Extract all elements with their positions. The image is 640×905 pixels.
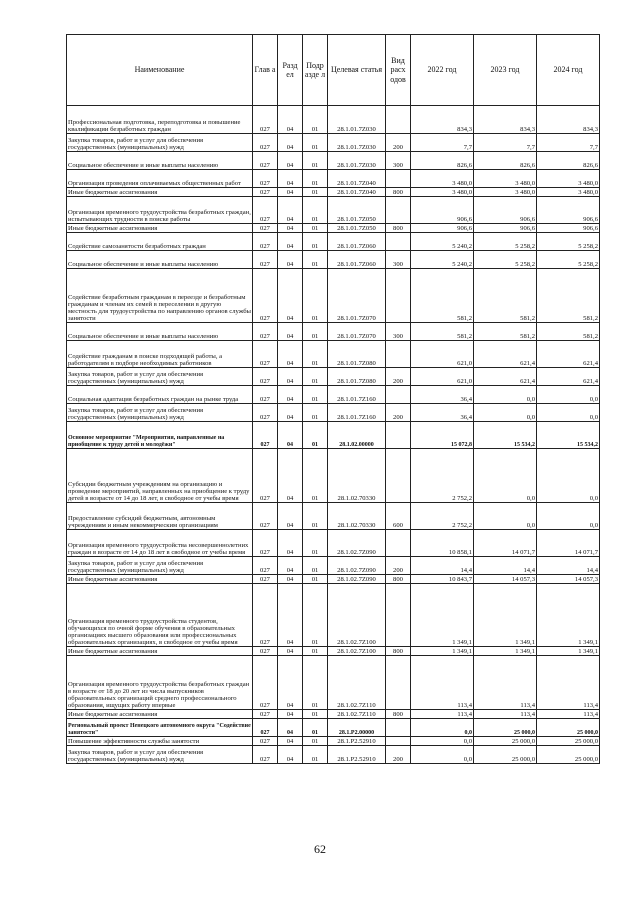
table-row bbox=[67, 224, 600, 233]
table-row bbox=[67, 719, 600, 737]
row-value-2023: 3 480,0 bbox=[474, 170, 537, 188]
row-name: Субсидии бюджетным учреждениям на организацию и проведение мероприятий, направленных на приобщение к труду детей в возрасте от 14 до 18 лет, в свободное от учебы время bbox=[67, 449, 253, 503]
row-name: Социальное обеспечение и иные выплаты населению bbox=[67, 323, 253, 341]
row-name: Основное мероприятие "Мероприятия, направленные на приобщение к труду детей и молодёжи" bbox=[67, 422, 253, 449]
row-podrazdel: 01 bbox=[303, 656, 328, 710]
row-glava: 027 bbox=[253, 710, 278, 719]
row-razdel: 04 bbox=[278, 557, 303, 575]
row-expense-type: 200 bbox=[386, 404, 411, 422]
row-value-2023: 1 349,1 bbox=[474, 584, 537, 647]
row-value-2022: 14,4 bbox=[411, 557, 474, 575]
row-target-article: 28.1.01.7Z060 bbox=[328, 251, 386, 269]
row-razdel: 04 bbox=[278, 584, 303, 647]
row-razdel: 04 bbox=[278, 719, 303, 737]
row-expense-type bbox=[386, 719, 411, 737]
row-target-article: 28.1.01.7Z060 bbox=[328, 233, 386, 251]
row-value-2024: 621,4 bbox=[537, 368, 600, 386]
row-podrazdel: 01 bbox=[303, 224, 328, 233]
row-value-2022: 3 480,0 bbox=[411, 188, 474, 197]
row-value-2023: 1 349,1 bbox=[474, 647, 537, 656]
row-target-article: 28.1.02.7Z110 bbox=[328, 656, 386, 710]
row-target-article: 28.1.02.00000 bbox=[328, 422, 386, 449]
row-glava: 027 bbox=[253, 719, 278, 737]
table-row bbox=[67, 368, 600, 386]
table-row bbox=[67, 575, 600, 584]
table-row bbox=[67, 746, 600, 764]
row-value-2022: 581,2 bbox=[411, 323, 474, 341]
row-value-2023: 25 000,0 bbox=[474, 719, 537, 737]
row-glava: 027 bbox=[253, 134, 278, 152]
row-podrazdel: 01 bbox=[303, 449, 328, 503]
row-razdel: 04 bbox=[278, 530, 303, 557]
row-value-2024: 1 349,1 bbox=[537, 584, 600, 647]
row-value-2022: 36,4 bbox=[411, 386, 474, 404]
row-target-article: 28.1.01.7Z030 bbox=[328, 106, 386, 134]
header-year-2024: 2024 год bbox=[537, 35, 600, 106]
row-razdel: 04 bbox=[278, 746, 303, 764]
table-row bbox=[67, 170, 600, 188]
row-value-2022: 621,0 bbox=[411, 341, 474, 368]
row-name: Социальная адаптация безработных граждан на рынке труда bbox=[67, 386, 253, 404]
row-value-2024: 14,4 bbox=[537, 557, 600, 575]
row-value-2023: 5 258,2 bbox=[474, 233, 537, 251]
table-row bbox=[67, 134, 600, 152]
header-year-2022: 2022 год bbox=[411, 35, 474, 106]
row-name: Закупка товаров, работ и услуг для обеспечения государственных (муниципальных) нужд bbox=[67, 746, 253, 764]
row-expense-type bbox=[386, 197, 411, 224]
row-value-2024: 906,6 bbox=[537, 197, 600, 224]
table-row bbox=[67, 710, 600, 719]
row-value-2022: 906,6 bbox=[411, 197, 474, 224]
row-value-2023: 0,0 bbox=[474, 449, 537, 503]
row-glava: 027 bbox=[253, 368, 278, 386]
row-target-article: 28.1.02.7Z090 bbox=[328, 575, 386, 584]
table-row bbox=[67, 106, 600, 134]
table-row bbox=[67, 197, 600, 224]
row-value-2024: 0,0 bbox=[537, 503, 600, 530]
row-value-2024: 25 000,0 bbox=[537, 737, 600, 746]
header-target-article: Целевая статья bbox=[328, 35, 386, 106]
row-razdel: 04 bbox=[278, 269, 303, 323]
row-value-2024: 7,7 bbox=[537, 134, 600, 152]
row-expense-type: 300 bbox=[386, 251, 411, 269]
row-expense-type: 200 bbox=[386, 557, 411, 575]
row-glava: 027 bbox=[253, 106, 278, 134]
row-podrazdel: 01 bbox=[303, 422, 328, 449]
row-podrazdel: 01 bbox=[303, 152, 328, 170]
row-value-2024: 5 258,2 bbox=[537, 251, 600, 269]
row-value-2024: 14 057,3 bbox=[537, 575, 600, 584]
row-razdel: 04 bbox=[278, 737, 303, 746]
row-name: Иные бюджетные ассигнования bbox=[67, 575, 253, 584]
row-glava: 027 bbox=[253, 530, 278, 557]
row-value-2024: 906,6 bbox=[537, 224, 600, 233]
row-target-article: 28.1.P2.52910 bbox=[328, 746, 386, 764]
row-value-2023: 5 258,2 bbox=[474, 251, 537, 269]
row-value-2022: 826,6 bbox=[411, 152, 474, 170]
row-glava: 027 bbox=[253, 656, 278, 710]
row-glava: 027 bbox=[253, 323, 278, 341]
row-target-article: 28.1.01.7Z030 bbox=[328, 152, 386, 170]
row-value-2023: 7,7 bbox=[474, 134, 537, 152]
row-value-2022: 0,0 bbox=[411, 719, 474, 737]
row-name: Организация временного трудоустройства безработных граждан в возрасте от 18 до 20 лет из числа выпускников образовательных организаций среднего профессионального образования, ищущих работу впервые bbox=[67, 656, 253, 710]
row-razdel: 04 bbox=[278, 503, 303, 530]
row-target-article: 28.1.01.7Z080 bbox=[328, 341, 386, 368]
row-glava: 027 bbox=[253, 584, 278, 647]
row-razdel: 04 bbox=[278, 368, 303, 386]
row-name: Региональный проект Ненецкого автономного округа "Содействие занятости" bbox=[67, 719, 253, 737]
row-glava: 027 bbox=[253, 170, 278, 188]
row-glava: 027 bbox=[253, 647, 278, 656]
row-value-2022: 834,3 bbox=[411, 106, 474, 134]
row-glava: 027 bbox=[253, 233, 278, 251]
row-target-article: 28.1.P2.00000 bbox=[328, 719, 386, 737]
row-target-article: 28.1.01.7Z160 bbox=[328, 386, 386, 404]
row-value-2022: 7,7 bbox=[411, 134, 474, 152]
row-podrazdel: 01 bbox=[303, 530, 328, 557]
row-value-2022: 0,0 bbox=[411, 746, 474, 764]
row-value-2023: 0,0 bbox=[474, 404, 537, 422]
row-expense-type bbox=[386, 530, 411, 557]
row-podrazdel: 01 bbox=[303, 323, 328, 341]
row-expense-type bbox=[386, 170, 411, 188]
row-podrazdel: 01 bbox=[303, 188, 328, 197]
row-value-2023: 25 000,0 bbox=[474, 737, 537, 746]
row-expense-type bbox=[386, 656, 411, 710]
row-value-2023: 621,4 bbox=[474, 368, 537, 386]
row-name: Социальное обеспечение и иные выплаты населению bbox=[67, 152, 253, 170]
row-value-2022: 581,2 bbox=[411, 269, 474, 323]
row-name: Организация временного трудоустройства несовершеннолетних граждан в возрасте от 14 до 18 лет в свободное от учебы время bbox=[67, 530, 253, 557]
row-name: Повышение эффективности службы занятости bbox=[67, 737, 253, 746]
row-razdel: 04 bbox=[278, 386, 303, 404]
table-row bbox=[67, 422, 600, 449]
row-name: Организация проведения оплачиваемых общественных работ bbox=[67, 170, 253, 188]
row-value-2024: 14 071,7 bbox=[537, 530, 600, 557]
row-expense-type bbox=[386, 386, 411, 404]
row-podrazdel: 01 bbox=[303, 719, 328, 737]
row-target-article: 28.1.02.70330 bbox=[328, 449, 386, 503]
header-razdel: Разд ел bbox=[278, 35, 303, 106]
row-value-2022: 906,6 bbox=[411, 224, 474, 233]
row-value-2024: 5 258,2 bbox=[537, 233, 600, 251]
row-value-2023: 3 480,0 bbox=[474, 188, 537, 197]
row-value-2024: 113,4 bbox=[537, 710, 600, 719]
row-podrazdel: 01 bbox=[303, 404, 328, 422]
row-razdel: 04 bbox=[278, 224, 303, 233]
row-podrazdel: 01 bbox=[303, 575, 328, 584]
row-glava: 027 bbox=[253, 422, 278, 449]
row-target-article: 28.1.02.70330 bbox=[328, 503, 386, 530]
row-glava: 027 bbox=[253, 386, 278, 404]
row-expense-type: 800 bbox=[386, 188, 411, 197]
row-razdel: 04 bbox=[278, 233, 303, 251]
row-target-article: 28.1.01.7Z040 bbox=[328, 170, 386, 188]
row-razdel: 04 bbox=[278, 575, 303, 584]
row-target-article: 28.1.01.7Z070 bbox=[328, 269, 386, 323]
table-row bbox=[67, 152, 600, 170]
row-expense-type: 200 bbox=[386, 368, 411, 386]
row-expense-type bbox=[386, 422, 411, 449]
row-glava: 027 bbox=[253, 188, 278, 197]
row-glava: 027 bbox=[253, 503, 278, 530]
row-razdel: 04 bbox=[278, 656, 303, 710]
row-expense-type: 300 bbox=[386, 152, 411, 170]
row-value-2023: 834,3 bbox=[474, 106, 537, 134]
row-glava: 027 bbox=[253, 269, 278, 323]
row-value-2023: 15 534,2 bbox=[474, 422, 537, 449]
row-value-2024: 581,2 bbox=[537, 269, 600, 323]
row-razdel: 04 bbox=[278, 710, 303, 719]
row-glava: 027 bbox=[253, 557, 278, 575]
row-podrazdel: 01 bbox=[303, 737, 328, 746]
table-row bbox=[67, 449, 600, 503]
table-row bbox=[67, 233, 600, 251]
row-expense-type: 800 bbox=[386, 575, 411, 584]
row-expense-type bbox=[386, 269, 411, 323]
row-podrazdel: 01 bbox=[303, 233, 328, 251]
table-row bbox=[67, 557, 600, 575]
row-value-2023: 906,6 bbox=[474, 224, 537, 233]
header-year-2023: 2023 год bbox=[474, 35, 537, 106]
row-expense-type: 300 bbox=[386, 323, 411, 341]
row-name: Предоставление субсидий бюджетным, автономным учреждениям и иным некоммерческим организациям bbox=[67, 503, 253, 530]
row-expense-type bbox=[386, 584, 411, 647]
row-value-2023: 14 057,3 bbox=[474, 575, 537, 584]
row-name: Содействие гражданам в поиске подходящей работы, а работодателям в подборе необходимых работников bbox=[67, 341, 253, 368]
row-name: Иные бюджетные ассигнования bbox=[67, 710, 253, 719]
row-value-2023: 0,0 bbox=[474, 386, 537, 404]
row-glava: 027 bbox=[253, 224, 278, 233]
table-row bbox=[67, 188, 600, 197]
row-name: Организация временного трудоустройства студентов, обучающихся по очной форме обучения в образовательных организациях высшего образования или профессиональных образовательных организациях, в свободное от учебы время bbox=[67, 584, 253, 647]
table-row bbox=[67, 503, 600, 530]
row-value-2023: 14,4 bbox=[474, 557, 537, 575]
row-name: Содействие безработным гражданам в переезде и безработным гражданам и членам их семей в переселении в другую местность для трудоустройства по направлению органов службы занятости bbox=[67, 269, 253, 323]
row-expense-type bbox=[386, 449, 411, 503]
row-expense-type bbox=[386, 106, 411, 134]
row-name: Организация временного трудоустройства безработных граждан, испытывающих трудности в поиске работы bbox=[67, 197, 253, 224]
row-podrazdel: 01 bbox=[303, 134, 328, 152]
row-value-2024: 3 480,0 bbox=[537, 188, 600, 197]
row-value-2022: 113,4 bbox=[411, 710, 474, 719]
row-podrazdel: 01 bbox=[303, 647, 328, 656]
row-glava: 027 bbox=[253, 251, 278, 269]
row-expense-type bbox=[386, 341, 411, 368]
row-razdel: 04 bbox=[278, 197, 303, 224]
row-value-2024: 25 000,0 bbox=[537, 746, 600, 764]
table-row bbox=[67, 647, 600, 656]
row-razdel: 04 bbox=[278, 251, 303, 269]
row-value-2022: 5 240,2 bbox=[411, 233, 474, 251]
row-podrazdel: 01 bbox=[303, 251, 328, 269]
table-row bbox=[67, 530, 600, 557]
row-target-article: 28.1.01.7Z030 bbox=[328, 134, 386, 152]
row-expense-type bbox=[386, 233, 411, 251]
table-row bbox=[67, 404, 600, 422]
row-expense-type: 600 bbox=[386, 503, 411, 530]
row-glava: 027 bbox=[253, 737, 278, 746]
row-podrazdel: 01 bbox=[303, 368, 328, 386]
row-razdel: 04 bbox=[278, 106, 303, 134]
row-value-2024: 0,0 bbox=[537, 449, 600, 503]
row-name: Иные бюджетные ассигнования bbox=[67, 188, 253, 197]
row-glava: 027 bbox=[253, 197, 278, 224]
row-value-2024: 826,6 bbox=[537, 152, 600, 170]
row-razdel: 04 bbox=[278, 188, 303, 197]
row-razdel: 04 bbox=[278, 449, 303, 503]
row-glava: 027 bbox=[253, 341, 278, 368]
row-razdel: 04 bbox=[278, 152, 303, 170]
row-glava: 027 bbox=[253, 404, 278, 422]
row-name: Закупка товаров, работ и услуг для обеспечения государственных (муниципальных) нужд bbox=[67, 557, 253, 575]
row-target-article: 28.1.02.7Z100 bbox=[328, 584, 386, 647]
row-glava: 027 bbox=[253, 746, 278, 764]
row-value-2024: 0,0 bbox=[537, 386, 600, 404]
row-value-2024: 25 000,0 bbox=[537, 719, 600, 737]
row-expense-type bbox=[386, 737, 411, 746]
row-value-2022: 15 072,8 bbox=[411, 422, 474, 449]
row-razdel: 04 bbox=[278, 170, 303, 188]
row-name: Социальное обеспечение и иные выплаты населению bbox=[67, 251, 253, 269]
header-expense-type: Вид расх одов bbox=[386, 35, 411, 106]
row-value-2022: 621,0 bbox=[411, 368, 474, 386]
page-number: 62 bbox=[314, 842, 326, 856]
row-value-2023: 25 000,0 bbox=[474, 746, 537, 764]
row-name: Иные бюджетные ассигнования bbox=[67, 224, 253, 233]
row-value-2022: 2 752,2 bbox=[411, 449, 474, 503]
table-row bbox=[67, 251, 600, 269]
row-razdel: 04 bbox=[278, 404, 303, 422]
row-value-2023: 581,2 bbox=[474, 269, 537, 323]
row-razdel: 04 bbox=[278, 422, 303, 449]
budget-table bbox=[66, 34, 600, 764]
row-podrazdel: 01 bbox=[303, 269, 328, 323]
table-row bbox=[67, 656, 600, 710]
row-value-2022: 0,0 bbox=[411, 737, 474, 746]
row-value-2022: 36,4 bbox=[411, 404, 474, 422]
row-podrazdel: 01 bbox=[303, 170, 328, 188]
row-value-2023: 826,6 bbox=[474, 152, 537, 170]
row-target-article: 28.1.02.7Z090 bbox=[328, 557, 386, 575]
row-value-2023: 581,2 bbox=[474, 323, 537, 341]
row-value-2024: 1 349,1 bbox=[537, 647, 600, 656]
row-value-2023: 113,4 bbox=[474, 710, 537, 719]
row-expense-type: 800 bbox=[386, 710, 411, 719]
table-row bbox=[67, 386, 600, 404]
row-target-article: 28.1.01.7Z160 bbox=[328, 404, 386, 422]
row-podrazdel: 01 bbox=[303, 710, 328, 719]
row-name: Содействие самозанятости безработных граждан bbox=[67, 233, 253, 251]
row-target-article: 28.1.01.7Z070 bbox=[328, 323, 386, 341]
row-value-2024: 834,3 bbox=[537, 106, 600, 134]
row-target-article: 28.1.02.7Z100 bbox=[328, 647, 386, 656]
row-value-2022: 2 752,2 bbox=[411, 503, 474, 530]
header-glava: Глав а bbox=[253, 35, 278, 106]
table-row bbox=[67, 584, 600, 647]
row-podrazdel: 01 bbox=[303, 584, 328, 647]
table-row bbox=[67, 341, 600, 368]
row-value-2022: 10 843,7 bbox=[411, 575, 474, 584]
row-value-2022: 5 240,2 bbox=[411, 251, 474, 269]
row-value-2024: 581,2 bbox=[537, 323, 600, 341]
header-podrazdel: Подр азде л bbox=[303, 35, 328, 106]
row-name: Закупка товаров, работ и услуг для обеспечения государственных (муниципальных) нужд bbox=[67, 404, 253, 422]
row-name: Закупка товаров, работ и услуг для обеспечения государственных (муниципальных) нужд bbox=[67, 368, 253, 386]
row-value-2022: 1 349,1 bbox=[411, 647, 474, 656]
row-podrazdel: 01 bbox=[303, 386, 328, 404]
row-target-article: 28.1.01.7Z050 bbox=[328, 197, 386, 224]
table-row bbox=[67, 269, 600, 323]
row-podrazdel: 01 bbox=[303, 503, 328, 530]
header-name: Наименование bbox=[67, 35, 253, 106]
row-value-2024: 0,0 bbox=[537, 404, 600, 422]
row-value-2024: 113,4 bbox=[537, 656, 600, 710]
row-expense-type: 200 bbox=[386, 134, 411, 152]
table-body bbox=[67, 106, 600, 764]
row-target-article: 28.1.01.7Z040 bbox=[328, 188, 386, 197]
row-value-2023: 14 071,7 bbox=[474, 530, 537, 557]
row-value-2023: 113,4 bbox=[474, 656, 537, 710]
row-razdel: 04 bbox=[278, 341, 303, 368]
row-value-2022: 3 480,0 bbox=[411, 170, 474, 188]
row-value-2023: 906,6 bbox=[474, 197, 537, 224]
row-value-2024: 621,4 bbox=[537, 341, 600, 368]
row-razdel: 04 bbox=[278, 134, 303, 152]
row-podrazdel: 01 bbox=[303, 106, 328, 134]
row-value-2022: 113,4 bbox=[411, 656, 474, 710]
row-podrazdel: 01 bbox=[303, 341, 328, 368]
row-target-article: 28.1.01.7Z080 bbox=[328, 368, 386, 386]
row-value-2024: 3 480,0 bbox=[537, 170, 600, 188]
row-value-2022: 10 858,1 bbox=[411, 530, 474, 557]
table-header-row bbox=[67, 35, 600, 106]
row-value-2022: 1 349,1 bbox=[411, 584, 474, 647]
row-glava: 027 bbox=[253, 152, 278, 170]
row-value-2024: 15 534,2 bbox=[537, 422, 600, 449]
row-name: Профессиональная подготовка, переподготовка и повышение квалификации безработных граждан bbox=[67, 106, 253, 134]
row-expense-type: 800 bbox=[386, 224, 411, 233]
row-podrazdel: 01 bbox=[303, 557, 328, 575]
table-row bbox=[67, 737, 600, 746]
row-target-article: 28.1.02.7Z090 bbox=[328, 530, 386, 557]
row-target-article: 28.1.P2.52910 bbox=[328, 737, 386, 746]
row-value-2023: 0,0 bbox=[474, 503, 537, 530]
row-value-2023: 621,4 bbox=[474, 341, 537, 368]
row-name: Иные бюджетные ассигнования bbox=[67, 647, 253, 656]
row-glava: 027 bbox=[253, 575, 278, 584]
row-podrazdel: 01 bbox=[303, 746, 328, 764]
row-target-article: 28.1.02.7Z110 bbox=[328, 710, 386, 719]
row-glava: 027 bbox=[253, 449, 278, 503]
row-razdel: 04 bbox=[278, 647, 303, 656]
row-name: Закупка товаров, работ и услуг для обеспечения государственных (муниципальных) нужд bbox=[67, 134, 253, 152]
row-expense-type: 800 bbox=[386, 647, 411, 656]
row-razdel: 04 bbox=[278, 323, 303, 341]
row-expense-type: 200 bbox=[386, 746, 411, 764]
table-row bbox=[67, 323, 600, 341]
row-target-article: 28.1.01.7Z050 bbox=[328, 224, 386, 233]
row-podrazdel: 01 bbox=[303, 197, 328, 224]
